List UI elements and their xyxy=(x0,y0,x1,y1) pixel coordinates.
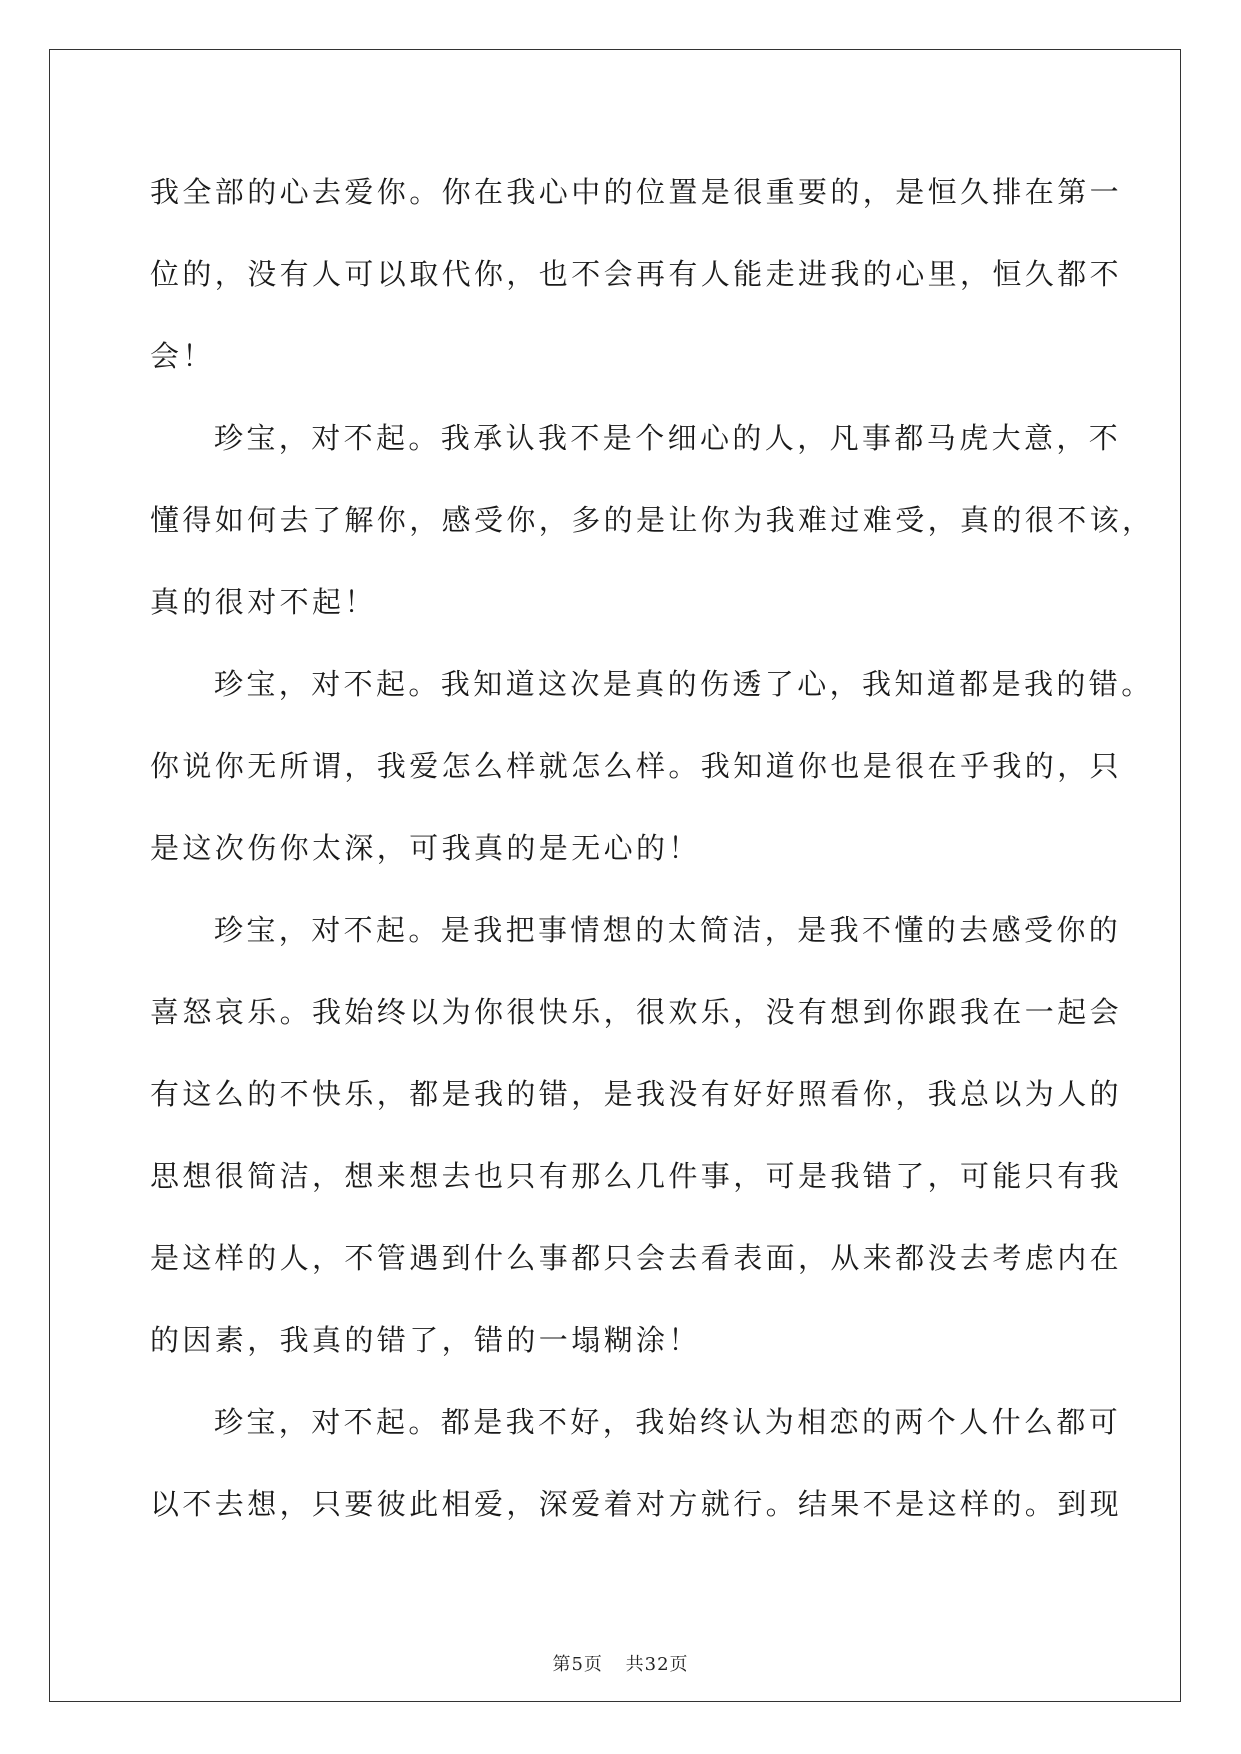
text-line: 我全部的心去爱你。你在我心中的位置是很重要的，是恒久排在第一 xyxy=(150,175,1123,209)
text-line: 是这次伤你太深，可我真的是无心的！ xyxy=(150,831,701,865)
text-line: 位的，没有人可以取代你，也不会再有人能走进我的心里，恒久都不 xyxy=(150,257,1123,291)
paragraph-start-line: 珍宝，对不起。我承认我不是个细心的人，凡事都马虎大意，不 xyxy=(214,421,1122,455)
text-line: 会！ xyxy=(150,339,215,373)
paragraph-start-line: 珍宝，对不起。是我把事情想的太简洁，是我不懂的去感受你的 xyxy=(214,913,1122,947)
page-total: 共32页 xyxy=(625,1654,689,1675)
text-line: 懂得如何去了解你，感受你，多的是让你为我难过难受，真的很不该， xyxy=(150,503,1155,537)
page-footer xyxy=(0,1650,1241,1676)
paragraph-start-line: 珍宝，对不起。我知道这次是真的伤透了心，我知道都是我的错。 xyxy=(214,667,1154,701)
text-line: 喜怒哀乐。我始终以为你很快乐，很欢乐，没有想到你跟我在一起会 xyxy=(150,995,1123,1029)
text-line: 你说你无所谓，我爱怎么样就怎么样。我知道你也是很在乎我的，只 xyxy=(150,749,1123,783)
text-line: 有这么的不快乐，都是我的错，是我没有好好照看你，我总以为人的 xyxy=(150,1077,1123,1111)
text-line: 思想很简洁，想来想去也只有那么几件事，可是我错了，可能只有我 xyxy=(150,1159,1123,1193)
text-line: 是这样的人，不管遇到什么事都只会去看表面，从来都没去考虑内在 xyxy=(150,1241,1123,1275)
document-body xyxy=(150,160,1155,1554)
text-line: 以不去想，只要彼此相爱，深爱着对方就行。结果不是这样的。到现 xyxy=(150,1487,1123,1521)
paragraph-start-line: 珍宝，对不起。都是我不好，我始终认为相恋的两个人什么都可 xyxy=(214,1405,1122,1439)
text-line: 真的很对不起！ xyxy=(150,585,377,619)
text-line: 的因素，我真的错了，错的一塌糊涂！ xyxy=(150,1323,701,1357)
page-number: 第5页 xyxy=(552,1654,603,1675)
